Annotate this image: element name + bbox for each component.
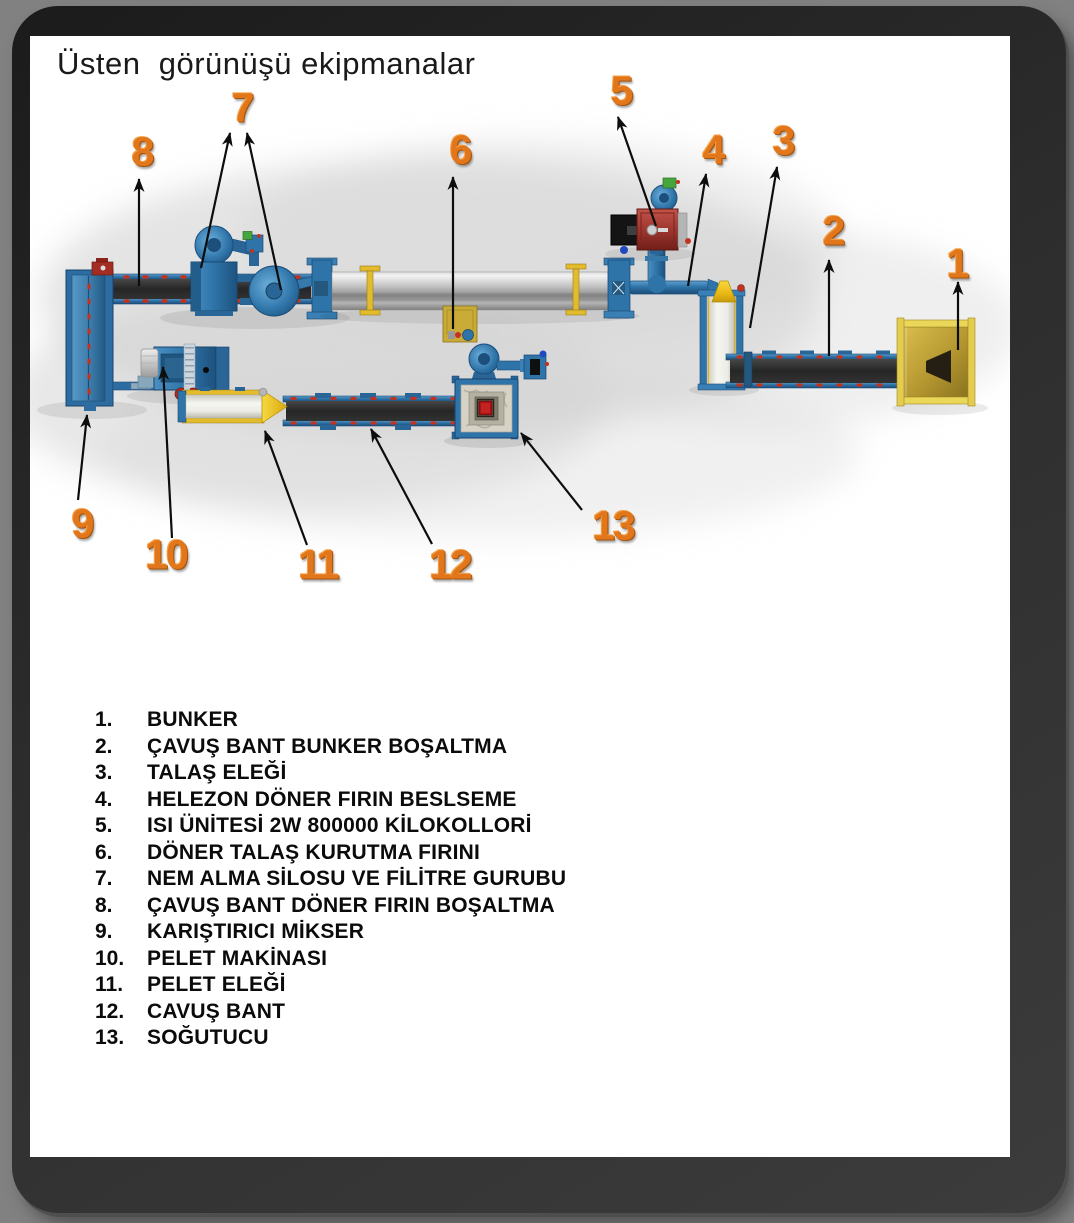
callout-number-9: 9 — [71, 500, 93, 547]
equipment-legend — [95, 708, 566, 1053]
legend-item-label: DÖNER TALAŞ KURUTMA FIRINI — [147, 840, 481, 864]
legend-item-10 — [95, 947, 566, 974]
callout-number-5: 5 — [610, 67, 632, 114]
legend-item-number: 13. — [95, 1026, 125, 1049]
legend-item-number: 10. — [95, 946, 125, 970]
bunker — [892, 318, 988, 415]
legend-item-number: 12. — [95, 999, 125, 1023]
document-page — [30, 36, 1010, 1157]
legend-item-label: CAVUŞ BANT — [147, 999, 286, 1023]
legend-item-number: 5. — [95, 814, 113, 837]
legend-item-3 — [95, 761, 566, 788]
callout-number-3: 3 — [772, 117, 794, 164]
legend-item-number: 3. — [95, 761, 113, 784]
legend-item-7 — [95, 867, 566, 894]
legend-item-label: BUNKER — [147, 708, 239, 731]
legend-item-2 — [95, 735, 566, 762]
legend-item-4 — [95, 788, 566, 815]
legend-item-number: 8. — [95, 893, 113, 917]
legend-item-5 — [95, 814, 566, 841]
legend-item-label: ÇAVUŞ BANT DÖNER FIRIN BOŞALTMA — [147, 893, 555, 917]
legend-item-11 — [95, 973, 566, 1000]
legend-item-number: 1. — [95, 708, 113, 731]
legend-item-number: 4. — [95, 787, 113, 811]
legend-item-label: ÇAVUŞ BANT BUNKER BOŞALTMA — [147, 734, 508, 758]
legend-item-13 — [95, 1026, 566, 1053]
framed-card — [12, 6, 1066, 1213]
legend-item-label: SOĞUTUCU — [147, 1026, 269, 1049]
legend-item-label: PELET MAKİNASI — [147, 946, 328, 970]
legend-item-9 — [95, 920, 566, 947]
legend-item-number: 11. — [95, 973, 124, 996]
bunker-discharge-conveyor — [726, 351, 916, 389]
callout-number-7: 7 — [231, 84, 253, 131]
legend-item-label: NEM ALMA SİLOSU VE FİLİTRE GURUBU — [147, 867, 567, 890]
render-shading — [30, 138, 1010, 538]
legend-item-label: HELEZON DÖNER FIRIN BESLSEME — [147, 787, 517, 811]
legend-item-label: ISI ÜNİTESİ 2W 800000 KİLOKOLLORİ — [147, 814, 532, 837]
legend-item-1 — [95, 708, 566, 735]
equipment-top-view-diagram — [30, 36, 1010, 648]
callout-number-8: 8 — [131, 128, 153, 175]
legend-item-label: TALAŞ ELEĞİ — [147, 761, 287, 784]
legend-item-number: 6. — [95, 840, 113, 864]
legend-item-label: KARIŞTIRICI MİKSER — [147, 920, 365, 943]
burner-feed-box — [443, 306, 477, 342]
callout-number-10: 10 — [145, 531, 187, 578]
legend-item-number: 9. — [95, 920, 113, 943]
callout-number-12: 12 — [429, 541, 471, 588]
callout-number-11: 11 — [298, 541, 338, 588]
legend-item-12 — [95, 1000, 566, 1027]
legend-item-6 — [95, 841, 566, 868]
legend-item-8 — [95, 894, 566, 921]
callout-number-2: 2 — [822, 207, 844, 254]
legend-item-number: 7. — [95, 867, 113, 890]
belt-conveyor — [283, 393, 463, 430]
page-title: Üsten görünüşü ekipmanalar — [57, 46, 476, 81]
callout-number-1: 1 — [946, 240, 968, 287]
callout-number-6: 6 — [449, 126, 471, 173]
legend-item-label: PELET ELEĞİ — [147, 973, 286, 996]
callout-number-13: 13 — [592, 502, 634, 549]
callout-number-4: 4 — [702, 126, 724, 173]
legend-item-number: 2. — [95, 734, 113, 758]
